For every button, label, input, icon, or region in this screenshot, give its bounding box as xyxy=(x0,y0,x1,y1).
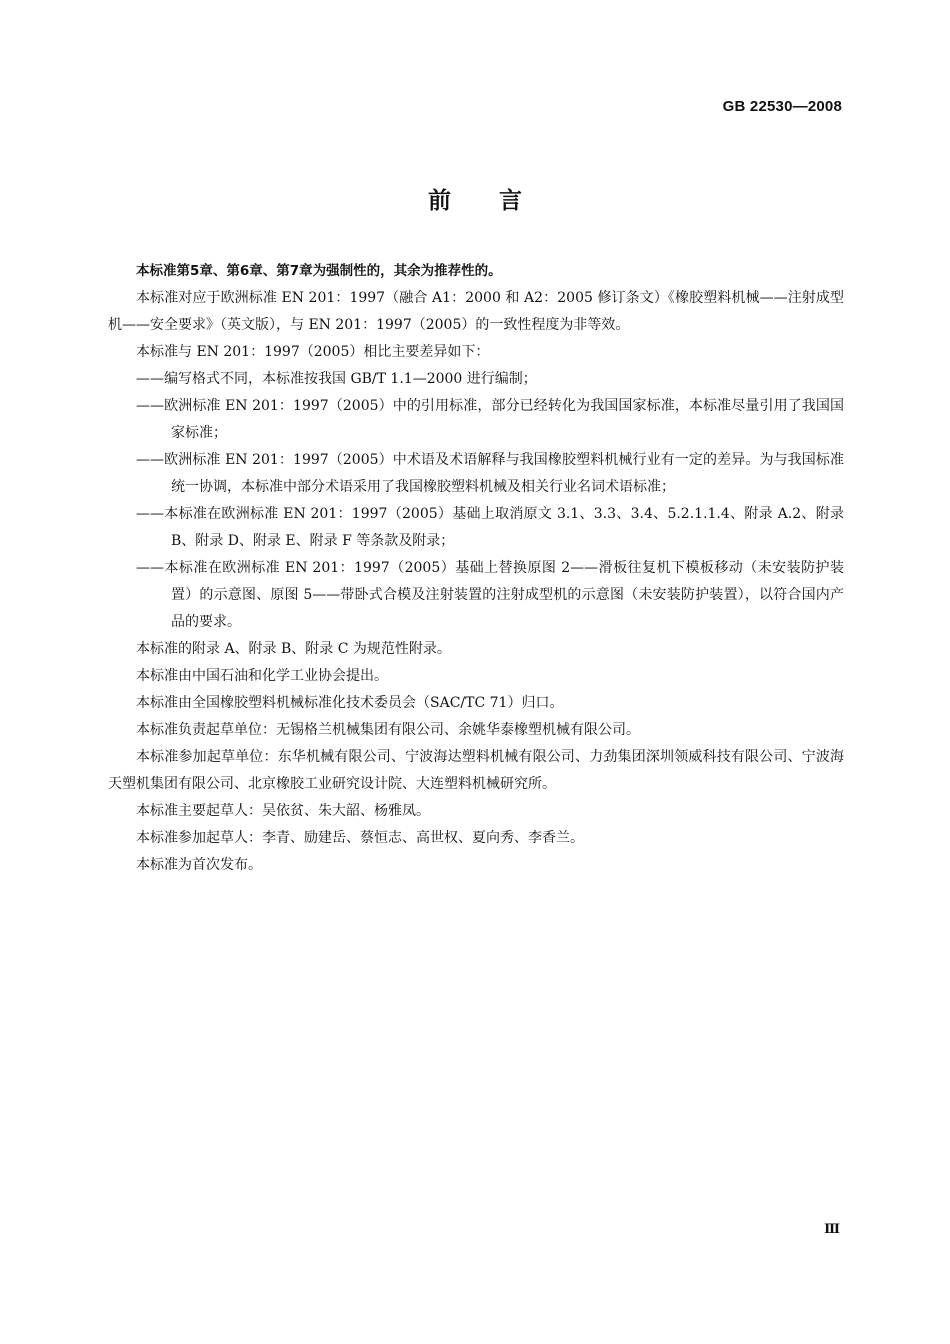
mandatory-chapters-statement: 本标准第5章、第6章、第7章为强制性的，其余为推荐性的。 xyxy=(136,263,502,279)
page-title xyxy=(0,182,950,215)
first-release-paragraph: 本标准为首次发布。 xyxy=(136,857,262,873)
difference-item-5: ——本标准在欧洲标准 EN 201：1997（2005）基础上替换原图 2——滑板往复机下模板移动（未安装防护装置）的示意图、原图 5——带卧式合模及注射装置的注射成型机的示意图（未安装防护装置），以符合国内产品的要求。 xyxy=(136,560,844,630)
difference-item-4: ——本标准在欧洲标准 EN 201：1997（2005）基础上取消原文 3.1、3.3、3.4、5.2.1.1.4、附录 A.2、附录 B、附录 D、附录 E、附录 F 等条款及附录； xyxy=(136,506,844,549)
normative-annexes-paragraph: 本标准的附录 A、附录 B、附录 C 为规范性附录。 xyxy=(136,641,451,657)
foreword-body xyxy=(108,258,844,879)
correspondence-paragraph: 本标准对应于欧洲标准 EN 201：1997（融合 A1：2000 和 A2：2005 修订条文）《橡胶塑料机械——注射成型机——安全要求》（英文版），与 EN 201：1997（2005）的一致性程度为非等效。 xyxy=(108,290,844,333)
title-char-1: 前 xyxy=(428,188,451,214)
main-drafters-paragraph: 本标准主要起草人：吴依贫、朱大韶、杨雅凤。 xyxy=(136,803,430,819)
proposer-paragraph: 本标准由中国石油和化学工业协会提出。 xyxy=(136,668,388,684)
title-char-2: 言 xyxy=(499,188,522,214)
technical-committee-paragraph: 本标准由全国橡胶塑料机械标准化技术委员会（SAC/TC 71）归口。 xyxy=(136,695,564,711)
difference-item-1: ——编写格式不同，本标准按我国 GB/T 1.1—2000 进行编制； xyxy=(136,371,537,387)
difference-item-3: ——欧洲标准 EN 201：1997（2005）中术语及术语解释与我国橡胶塑料机械行业有一定的差异。为与我国标准统一协调，本标准中部分术语采用了我国橡胶塑料机械及相关行业名词术语标准； xyxy=(136,452,844,495)
responsible-drafters-paragraph: 本标准负责起草单位：无锡格兰机械集团有限公司、余姚华泰橡塑机械有限公司。 xyxy=(136,722,640,738)
participating-drafters-paragraph: 本标准参加起草单位：东华机械有限公司、宁波海达塑料机械有限公司、力劲集团深圳领威科技有限公司、宁波海天塑机集团有限公司、北京橡胶工业研究设计院、大连塑料机械研究所。 xyxy=(108,749,844,792)
standard-number-header: GB 22530—2008 xyxy=(722,98,842,115)
difference-item-2: ——欧洲标准 EN 201：1997（2005）中的引用标准，部分已经转化为我国国家标准，本标准尽量引用了我国国家标准； xyxy=(136,398,844,441)
participating-persons-paragraph: 本标准参加起草人：李青、励建岳、蔡恒志、高世权、夏向秀、李香兰。 xyxy=(136,830,584,846)
differences-intro: 本标准与 EN 201：1997（2005）相比主要差异如下： xyxy=(136,344,490,360)
page-number: Ⅲ xyxy=(824,1222,840,1237)
